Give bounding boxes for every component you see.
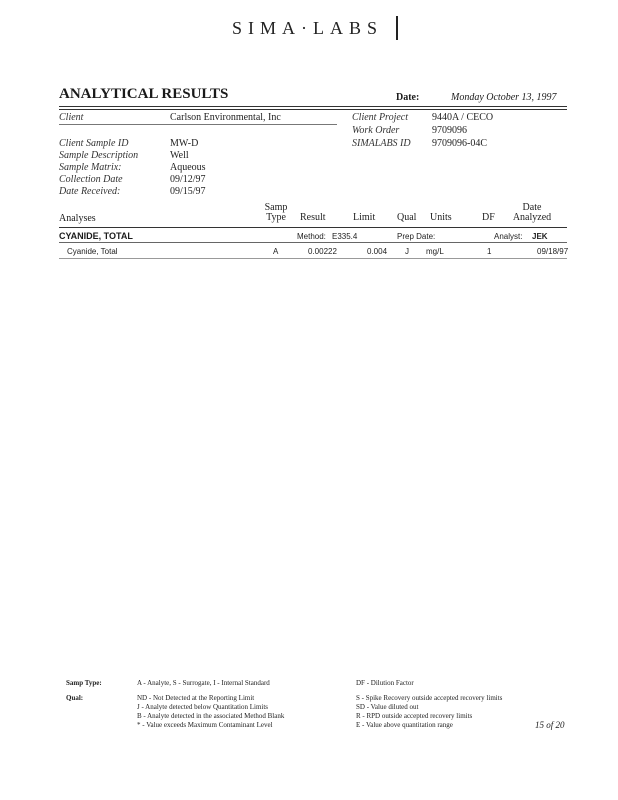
col-samp-type-line2: Type: [266, 212, 286, 223]
footer-df-text: DF - Dilution Factor: [356, 679, 414, 687]
header-rule-bottom: [59, 109, 567, 110]
analyst-label: Analyst:: [494, 232, 523, 241]
col-result: Result: [300, 212, 326, 223]
footer-qual-label: Qual:: [66, 694, 84, 702]
client-value: Carlson Environmental, Inc: [170, 112, 281, 123]
table-row-df: 1: [487, 247, 492, 256]
analyst-value: JEK: [532, 232, 548, 241]
page-title: ANALYTICAL RESULTS: [59, 86, 229, 102]
table-row-units: mg/L: [426, 247, 444, 256]
col-samp-type-line1: Samp: [264, 202, 288, 213]
date-label: Date:: [396, 92, 420, 103]
prep-date-label: Prep Date:: [397, 232, 436, 241]
client-project-value: 9440A / CECO: [432, 112, 494, 123]
client-label: Client: [59, 112, 84, 123]
work-order-value: 9709096: [432, 125, 467, 136]
sample-matrix-value: Aqueous: [170, 162, 206, 173]
company-logo: SIMA·LABS: [232, 18, 384, 38]
sample-matrix-label: Sample Matrix:: [59, 162, 122, 173]
qual-item: R - RPD outside accepted recovery limits: [356, 712, 473, 720]
work-order-label: Work Order: [352, 125, 400, 136]
table-row-result: 0.00222: [308, 247, 337, 256]
table-row-date-analyzed: 09/18/97: [537, 247, 569, 256]
header-rule-top: [59, 106, 567, 107]
report-date: Monday October 13, 1997: [451, 92, 557, 103]
client-rule: [59, 124, 337, 125]
qual-item: ND - Not Detected at the Reporting Limit: [137, 694, 255, 702]
col-date-analyzed: [508, 203, 556, 223]
simalabs-id-label: SIMALABS ID: [352, 138, 411, 149]
row-rule: [59, 258, 567, 259]
col-units: Units: [430, 212, 452, 223]
footer-qual-right-list: [356, 694, 502, 730]
group-name: CYANIDE, TOTAL: [59, 231, 133, 241]
table-row-samp-type: A: [273, 247, 279, 256]
collection-date-value: 09/12/97: [170, 174, 206, 185]
col-analyses: Analyses: [59, 213, 96, 224]
table-header-rule: [59, 227, 567, 228]
qual-item: * - Value exceeds Maximum Contaminant Level: [137, 721, 273, 729]
table-row-qual: J: [405, 247, 409, 256]
footer-samp-type-label: Samp Type:: [66, 679, 102, 687]
qual-item: E - Value above quantitation range: [356, 721, 453, 729]
logo-bar: [396, 16, 398, 40]
date-received-value: 09/15/97: [170, 186, 206, 197]
qual-item: B - Analyte detected in the associated Method Blank: [137, 712, 285, 720]
simalabs-id-value: 9709096-04C: [432, 138, 487, 149]
col-df: DF: [482, 212, 495, 223]
collection-date-label: Collection Date: [59, 174, 123, 185]
col-date-analyzed-line1: Date: [522, 202, 542, 213]
client-sample-id-label: Client Sample ID: [59, 138, 129, 149]
group-rule: [59, 242, 567, 243]
footer-samp-type-text: A - Analyte, S - Surrogate, I - Internal Standard: [137, 679, 270, 687]
method-label: Method:: [297, 232, 326, 241]
sample-description-label: Sample Description: [59, 150, 139, 161]
table-row-limit: 0.004: [367, 247, 388, 256]
footer-qual-left-list: [137, 694, 284, 730]
col-qual: Qual: [397, 212, 417, 223]
method-value: E335.4: [332, 232, 358, 241]
page-number: 15 of 20: [535, 720, 565, 730]
col-date-analyzed-line2: Analyzed: [512, 212, 552, 223]
client-sample-id-value: MW-D: [170, 138, 199, 149]
date-received-label: Date Received:: [59, 186, 121, 197]
client-project-label: Client Project: [352, 112, 409, 123]
qual-item: SD - Value diluted out: [356, 703, 419, 711]
qual-item: S - Spike Recovery outside accepted recovery limits: [356, 694, 503, 702]
table-row-analyte: Cyanide, Total: [67, 247, 118, 256]
col-limit: Limit: [353, 212, 376, 223]
sample-description-value: Well: [170, 150, 189, 161]
col-samp-type: [258, 203, 294, 223]
qual-item: J - Analyte detected below Quantitation Limits: [137, 703, 269, 711]
